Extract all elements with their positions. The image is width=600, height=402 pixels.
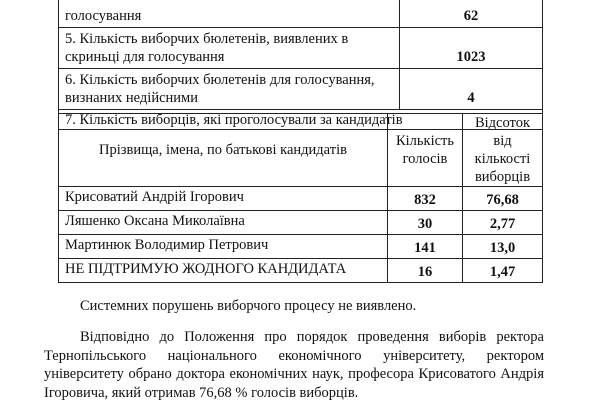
- no-violations-paragraph: Системних порушень виборчого процесу не виявлено.: [80, 298, 417, 314]
- header-votes: Кількість голосів: [388, 114, 463, 187]
- candidate-percent: 76,68: [463, 187, 543, 211]
- candidate-percent: 13,0: [463, 235, 543, 259]
- summary-label: 6. Кількість виборчих бюлетенів для голосування, визнаних недійсними: [59, 69, 400, 110]
- table-row: [59, 259, 543, 283]
- header-candidate-name: Прізвища, імена, по батькові кандидатів: [59, 114, 388, 187]
- summary-value: 4: [400, 69, 543, 110]
- candidates-table: [58, 113, 543, 283]
- candidate-name: Ляшенко Оксана Миколаївна: [59, 211, 388, 235]
- candidate-name: Крисоватий Андрій Ігорович: [59, 187, 388, 211]
- election-result-paragraph: Відповідно до Положення про порядок проведення виборів ректора Тернопільського національного економічного університету, ректором університету обрано доктора економічних наук, професора Крисоватого Андрія Ігоровича, який отримав 76,68 % голосів виборців.: [44, 329, 544, 401]
- candidate-percent: 1,47: [463, 259, 543, 283]
- table-row: [59, 187, 543, 211]
- table-row: [59, 211, 543, 235]
- summary-table: [58, 0, 543, 130]
- summary-value: 62: [400, 0, 543, 28]
- summary-label: голосування: [59, 0, 400, 28]
- table-row: [59, 235, 543, 259]
- candidate-name: НЕ ПІДТРИМУЮ ЖОДНОГО КАНДИДАТА: [59, 259, 388, 283]
- candidate-name: Мартинюк Володимир Петрович: [59, 235, 388, 259]
- candidate-votes: 832: [388, 187, 463, 211]
- table-row: [59, 28, 543, 69]
- candidate-percent: 2,77: [463, 211, 543, 235]
- summary-label: 7. Кількість виборців, які проголосували за кандидатів: [59, 110, 543, 130]
- candidate-votes: 30: [388, 211, 463, 235]
- table-header-row: [59, 114, 543, 187]
- candidate-votes: 141: [388, 235, 463, 259]
- table-row: [59, 0, 543, 28]
- table-row: [59, 69, 543, 110]
- summary-value: 1023: [400, 28, 543, 69]
- candidate-votes: 16: [388, 259, 463, 283]
- header-percent: Відсоток від кількості виборців: [463, 114, 543, 187]
- summary-label: 5. Кількість виборчих бюлетенів, виявлених в скриньці для голосування: [59, 28, 400, 69]
